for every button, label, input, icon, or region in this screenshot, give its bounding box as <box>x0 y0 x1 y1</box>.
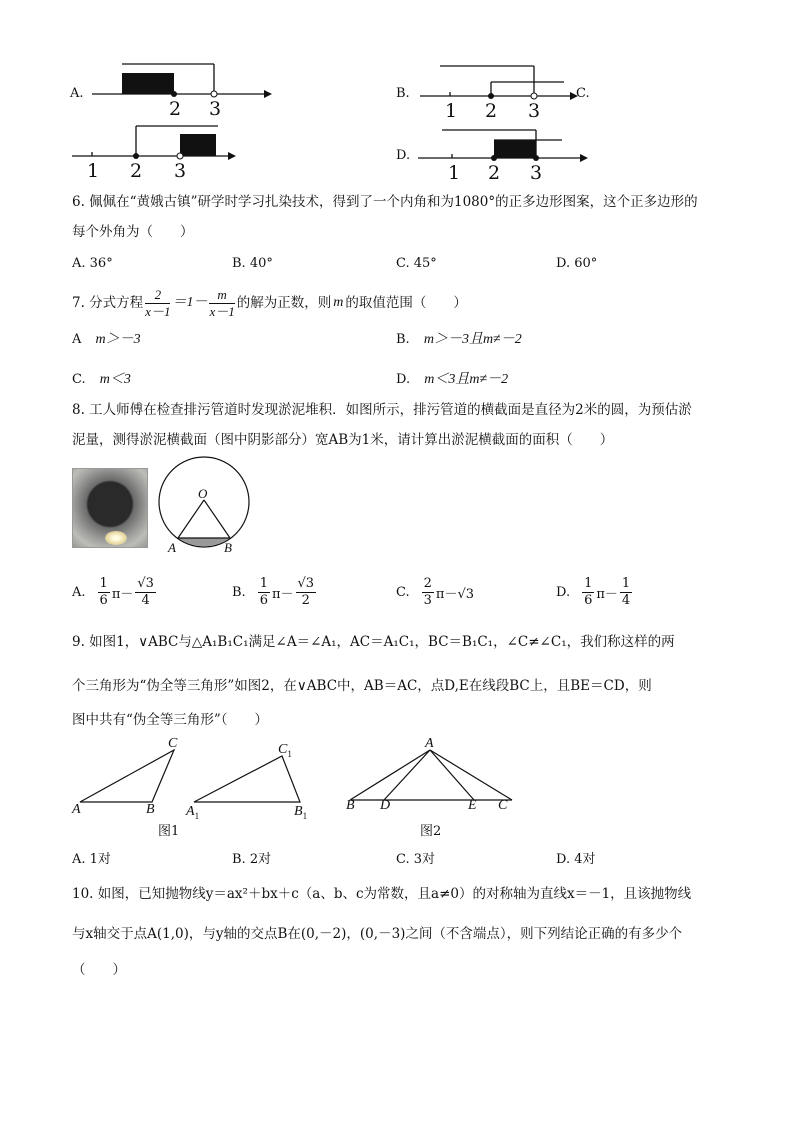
q9-line-3: 图中共有“伪全等三角形”（ ） <box>72 712 269 728</box>
q7-fraction-2 <box>209 287 234 320</box>
option-letter: A <box>72 332 82 347</box>
denominator: 6 <box>584 592 593 608</box>
denominator: 6 <box>259 592 268 608</box>
option-letter: B. <box>396 332 410 347</box>
q7-option-c[interactable] <box>72 368 131 388</box>
tick-label: 2 <box>169 98 182 120</box>
fraction <box>135 576 156 609</box>
denominator: x－1 <box>209 303 235 319</box>
option-text: m＜3且m≠－2 <box>424 372 509 387</box>
fig2-label-e: E <box>468 798 477 813</box>
fig1-label-b1 <box>294 804 307 821</box>
label-letter: C <box>278 742 288 757</box>
option-letter-tail: C. <box>576 86 590 101</box>
option-letter: D. <box>396 148 411 163</box>
fraction <box>296 576 317 609</box>
q9-option-d[interactable]: D. 4对 <box>556 852 596 867</box>
fig1-label-c1 <box>278 742 292 759</box>
q8-line-2: 泥量，测得淤泥横截面（图中阴影部分）宽AB为1米，请计算出淤泥横截面的面积（ ） <box>72 432 614 448</box>
option-mid: π－ <box>111 586 134 602</box>
q7-mid: ＝1－ <box>172 295 208 310</box>
option-text: m＜3 <box>99 372 131 387</box>
point-o-label: O <box>198 486 208 501</box>
denominator: 4 <box>621 592 631 608</box>
point-b-label: B <box>224 540 232 555</box>
q6-line-2: 每个外角为（ ） <box>72 224 194 240</box>
numerator: 1 <box>259 575 268 591</box>
q10-line-1: 10. 如图，已知抛物线y＝ax²＋bx＋c（a、b、c为常数，且a≠0）的对称轴为直线x＝－1，且该抛物线 <box>72 886 692 902</box>
q9-line-1: 9. 如图1，∨ABC与△A₁B₁C₁满足∠A＝∠A₁，AC＝A₁C₁，BC＝B₁C₁，∠C≠∠C₁，我们称这样的两 <box>72 634 675 650</box>
option-text: m＞－3 <box>95 332 141 347</box>
q7-stem <box>72 284 467 322</box>
label-letter: B <box>294 804 303 819</box>
numerator: 1 <box>621 575 631 591</box>
fig1-label-b: B <box>146 802 155 817</box>
number-line-d <box>416 122 616 184</box>
denominator: 6 <box>99 592 108 608</box>
fig2-label-b: B <box>346 798 355 813</box>
point-a-label: A <box>168 540 176 555</box>
tick-label: 3 <box>530 162 543 184</box>
tick-label: 3 <box>174 160 187 182</box>
tick-label: 1 <box>445 100 458 122</box>
q7-option-b[interactable] <box>396 328 522 348</box>
fraction <box>620 576 632 609</box>
q6-option-a[interactable]: A. 36° <box>72 256 113 271</box>
q7-suffix-2: 的取值范围（ ） <box>345 295 467 311</box>
numerator: m <box>209 287 234 304</box>
tick-label: 3 <box>209 98 222 120</box>
q7-option-a[interactable] <box>72 328 141 348</box>
numerator: 2 <box>145 287 170 304</box>
option-letter: A. <box>70 86 84 101</box>
denominator: 3 <box>423 592 432 608</box>
option-letter: A. <box>72 584 86 600</box>
q8-option-a[interactable] <box>72 572 158 612</box>
tick-label: 1 <box>87 160 100 182</box>
numerator: √3 <box>297 575 315 591</box>
option-letter: C. <box>72 372 86 387</box>
tick-label: 2 <box>130 160 143 182</box>
label-subscript: 1 <box>302 810 308 821</box>
fig2-label-d: D <box>380 798 391 813</box>
fig2-caption: 图2 <box>420 824 442 839</box>
q7-var: m <box>333 295 344 310</box>
option-text: m＞－3且m≠－2 <box>423 332 522 347</box>
q5-option-c[interactable] <box>60 120 260 182</box>
q10-line-2: 与x轴交于点A(1,0)，与y轴的交点B在(0,－2)，(0,－3)之间（不含端点），则下列结论正确的有多少个 <box>72 926 683 942</box>
q7-fraction-1 <box>145 287 170 320</box>
denominator: x－1 <box>145 303 171 319</box>
numerator: 2 <box>423 575 432 591</box>
fig1-caption: 图1 <box>158 824 180 839</box>
q10-line-3: （ ） <box>72 962 126 978</box>
numerator: √3 <box>137 575 154 591</box>
pipe-photo-light <box>105 531 127 545</box>
denominator: 4 <box>141 592 150 608</box>
fig2-label-c: C <box>498 798 508 813</box>
q6-option-c[interactable]: C. 45° <box>396 256 437 271</box>
option-letter: D. <box>396 372 411 387</box>
q5-option-b[interactable] <box>392 58 632 122</box>
option-mid: π－ <box>596 586 618 602</box>
q6-line-1: 6. 佩佩在“黄娥古镇”研学时学习扎染技术，得到了一个内角和为1080°的正多边形图案，这个正多边形的 <box>72 194 698 210</box>
q8-option-c[interactable] <box>396 572 474 612</box>
denominator: 2 <box>301 592 310 608</box>
option-letter: B. <box>232 584 246 600</box>
fraction <box>258 576 270 609</box>
fig2-label-a: A <box>425 736 434 751</box>
tick-label: 1 <box>448 162 461 184</box>
q9-figure-1 <box>72 740 332 820</box>
fig1-label-a: A <box>72 802 81 817</box>
label-letter: A <box>186 804 195 819</box>
q8-option-d[interactable] <box>556 572 634 612</box>
q5-option-a[interactable] <box>60 60 260 120</box>
q7-suffix: 的解为正数，则 <box>236 295 332 311</box>
option-letter: C. <box>396 584 410 600</box>
option-letter: D. <box>556 584 571 600</box>
option-letter: B. <box>396 86 410 101</box>
q5-option-d[interactable] <box>392 122 632 184</box>
pipe-photo <box>72 468 148 548</box>
number-line-a <box>90 60 280 120</box>
tick-label: 3 <box>528 100 541 122</box>
fraction <box>422 576 434 609</box>
tick-label: 2 <box>488 162 501 184</box>
q6-option-b[interactable]: B. 40° <box>232 256 273 271</box>
q9-option-b[interactable]: B. 2对 <box>232 852 272 867</box>
q9-option-a[interactable]: A. 1对 <box>72 852 111 867</box>
label-subscript: 1 <box>287 748 292 759</box>
fraction <box>582 576 594 609</box>
label-subscript: 1 <box>194 810 200 821</box>
option-mid: π－ <box>271 586 294 602</box>
fig1-label-a1 <box>186 804 199 821</box>
q7-option-d[interactable] <box>396 368 508 388</box>
q9-line-2: 个三角形为“伪全等三角形”如图2，在∨ABC中，AB＝AC，点D,E在线段BC上，且BE＝CD，则 <box>72 678 652 694</box>
q7-prefix: 7. 分式方程 <box>72 295 144 311</box>
q9-figure-2 <box>344 744 524 814</box>
fig1-label-c: C <box>168 736 178 751</box>
q9-option-c[interactable]: C. 3对 <box>396 852 436 867</box>
option-mid: π－√3 <box>435 586 475 602</box>
numerator: 1 <box>99 575 108 591</box>
tick-label: 2 <box>485 100 498 122</box>
q8-option-b[interactable] <box>232 572 318 612</box>
fraction <box>98 576 110 609</box>
q8-line-1: 8. 工人师傅在检查排污管道时发现淤泥堆积．如图所示，排污管道的横截面是直径为2米的圆，为预估淤 <box>72 402 692 418</box>
q6-option-d[interactable]: D. 60° <box>556 256 598 271</box>
numerator: 1 <box>584 575 593 591</box>
